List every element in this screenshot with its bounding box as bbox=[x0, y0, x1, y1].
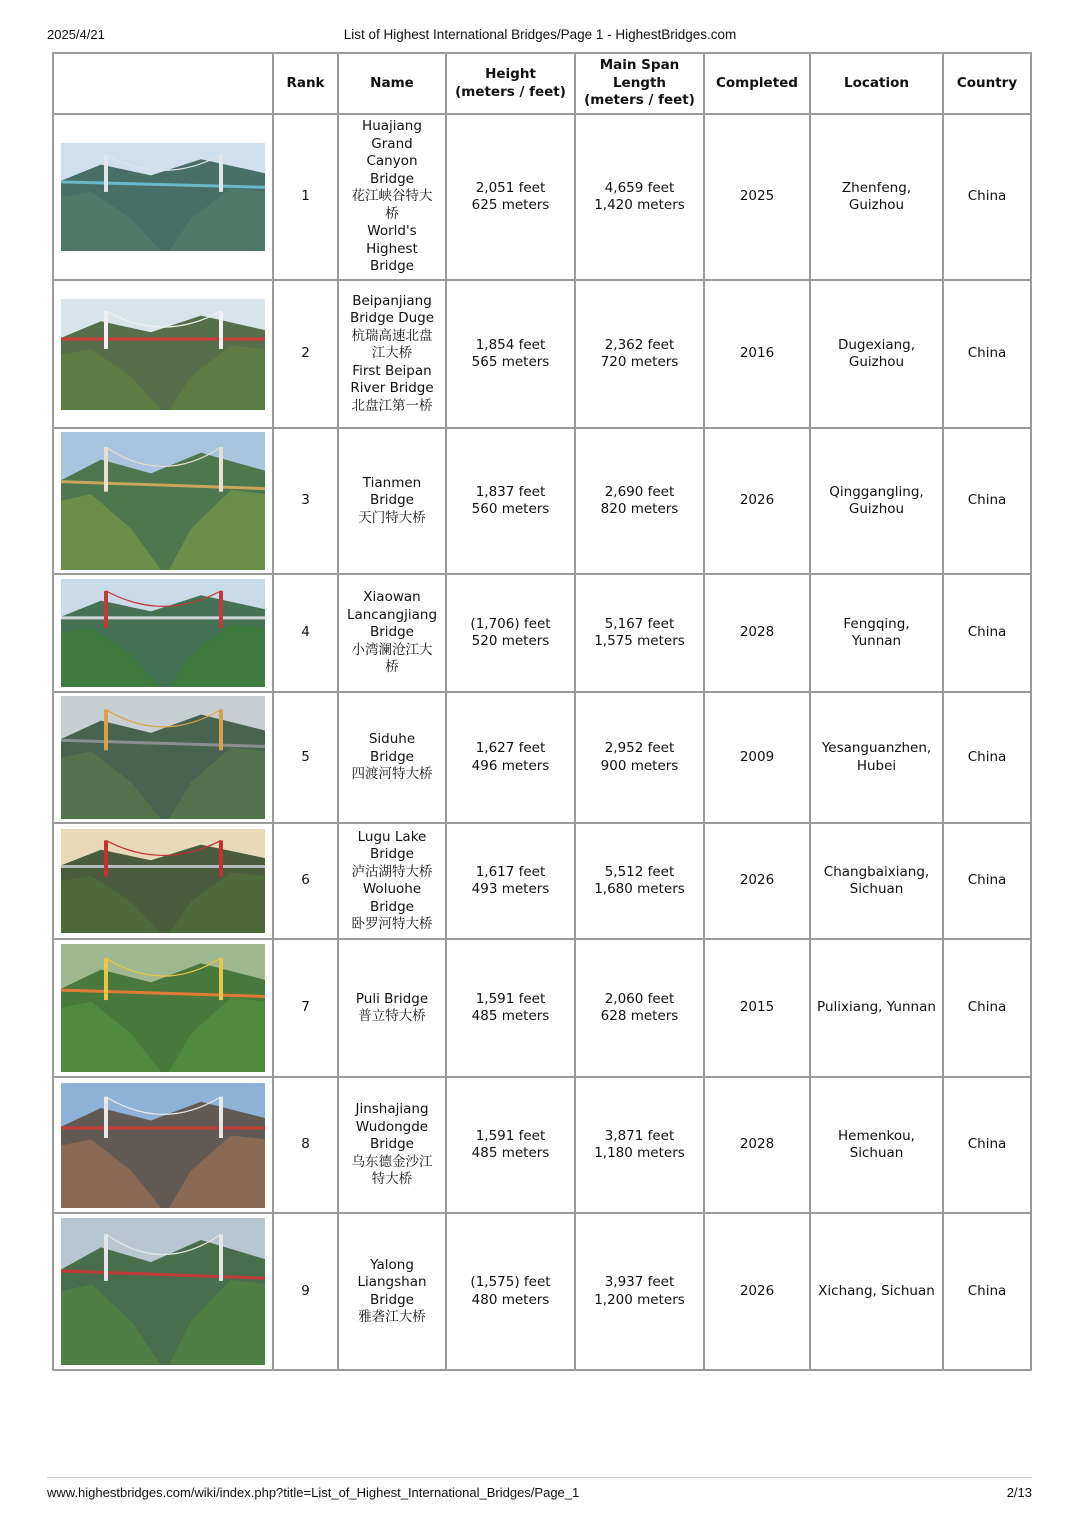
bridge-name-line: 泸沽湖特大桥 bbox=[351, 863, 433, 880]
bridge-name-cell bbox=[338, 428, 446, 574]
height-value: 480 meters bbox=[471, 1291, 550, 1308]
bridge-name-cell bbox=[338, 823, 446, 939]
country-cell: China bbox=[943, 1077, 1031, 1213]
bridge-name-line: 普立特大桥 bbox=[358, 1008, 426, 1024]
bridge-name-cell bbox=[338, 1213, 446, 1370]
bridge-name-cell bbox=[338, 574, 446, 692]
location-line: Hubei bbox=[856, 757, 897, 774]
span-cell bbox=[575, 939, 704, 1077]
completed-cell: 2009 bbox=[704, 692, 810, 823]
location-line: Hemenkou, bbox=[838, 1127, 915, 1144]
height-cell bbox=[446, 823, 575, 939]
height-value: 520 meters bbox=[471, 633, 550, 649]
location-line: Sichuan bbox=[849, 1145, 904, 1161]
header-country: Country bbox=[943, 53, 1031, 114]
country-cell: China bbox=[943, 114, 1031, 280]
height-value: 1,591 feet bbox=[475, 990, 546, 1007]
span-cell bbox=[575, 114, 704, 280]
location-line: Guizhou bbox=[848, 197, 905, 213]
table-header-row bbox=[53, 53, 1031, 114]
height-value: 2,051 feet bbox=[475, 179, 546, 196]
location-cell bbox=[810, 692, 943, 823]
bridge-photo-cell bbox=[53, 574, 273, 692]
span-value: 628 meters bbox=[600, 1008, 679, 1024]
bridge-name-line: 天门特大桥 bbox=[358, 509, 426, 526]
bridge-photo bbox=[61, 299, 265, 410]
header-completed: Completed bbox=[704, 53, 810, 114]
location-line: Qinggangling, bbox=[829, 483, 924, 500]
header-span-line: (meters / feet) bbox=[584, 92, 695, 109]
bridge-name-line: Bridge bbox=[369, 624, 414, 641]
table-body bbox=[53, 114, 1031, 1370]
table-row bbox=[53, 428, 1031, 574]
page-title: List of Highest International Bridges/Page 1 - HighestBridges.com bbox=[343, 27, 737, 42]
bridge-name-line: 乌东德金沙江 bbox=[351, 1153, 433, 1170]
bridge-photo-cell bbox=[53, 939, 273, 1077]
span-value: 2,952 feet bbox=[604, 740, 675, 756]
span-value: 5,167 feet bbox=[604, 615, 675, 632]
page-number: 2/13 bbox=[1006, 1485, 1032, 1500]
rank-cell: 8 bbox=[273, 1077, 338, 1213]
location-line: Dugexiang, bbox=[837, 336, 916, 353]
rank-cell: 4 bbox=[273, 574, 338, 692]
height-value: 565 meters bbox=[471, 354, 550, 370]
span-value: 4,659 feet bbox=[604, 179, 675, 196]
bridge-photo bbox=[61, 829, 265, 933]
header-height-line: (meters / feet) bbox=[455, 83, 566, 100]
table-row bbox=[53, 280, 1031, 428]
height-value: 1,591 feet bbox=[475, 1127, 546, 1144]
header-location: Location bbox=[810, 53, 943, 114]
span-value: 1,680 meters bbox=[594, 881, 685, 897]
location-cell bbox=[810, 939, 943, 1077]
table-row bbox=[53, 114, 1031, 280]
country-cell: China bbox=[943, 428, 1031, 574]
bridge-name-line: 北盘江第一桥 bbox=[351, 397, 433, 414]
height-value: 485 meters bbox=[471, 1145, 550, 1161]
height-value: 625 meters bbox=[471, 197, 550, 213]
bridge-photo-cell bbox=[53, 823, 273, 939]
height-value: 496 meters bbox=[471, 757, 550, 774]
bridge-name-line: Yalong bbox=[370, 1256, 414, 1273]
country-cell: China bbox=[943, 692, 1031, 823]
rank-cell: 9 bbox=[273, 1213, 338, 1370]
location-line: Changbaixiang, bbox=[823, 863, 930, 880]
bridge-name-line: Lugu Lake bbox=[357, 828, 427, 845]
country-cell: China bbox=[943, 1213, 1031, 1370]
bridge-name-line: 卧罗河特大桥 bbox=[351, 916, 433, 932]
bridge-photo-cell bbox=[53, 280, 273, 428]
footer-divider bbox=[47, 1477, 1032, 1478]
completed-cell: 2028 bbox=[704, 574, 810, 692]
bridge-name-line: 特大桥 bbox=[371, 1171, 413, 1188]
bridge-name-line: 花江峡谷特大 bbox=[351, 188, 433, 205]
country-cell: China bbox=[943, 823, 1031, 939]
height-value: 1,854 feet bbox=[475, 336, 546, 353]
bridge-name-line: 雅砻江大桥 bbox=[358, 1309, 426, 1325]
bridge-name-cell bbox=[338, 114, 446, 280]
span-value: 2,362 feet bbox=[604, 336, 675, 353]
header-span bbox=[575, 53, 704, 114]
bridge-photo bbox=[61, 1218, 265, 1365]
completed-cell: 2026 bbox=[704, 823, 810, 939]
completed-cell: 2025 bbox=[704, 114, 810, 280]
span-value: 1,420 meters bbox=[594, 197, 685, 213]
span-cell bbox=[575, 692, 704, 823]
span-value: 720 meters bbox=[600, 354, 679, 370]
bridge-name-line: Liangshan bbox=[357, 1274, 427, 1290]
bridge-name-line: First Beipan bbox=[352, 362, 432, 379]
bridge-name-cell bbox=[338, 280, 446, 428]
location-cell bbox=[810, 428, 943, 574]
location-cell bbox=[810, 574, 943, 692]
completed-cell: 2016 bbox=[704, 280, 810, 428]
rank-cell: 2 bbox=[273, 280, 338, 428]
bridge-name-line: Tianmen bbox=[362, 474, 422, 491]
bridge-name-line: Bridge bbox=[369, 1136, 414, 1153]
height-cell bbox=[446, 1213, 575, 1370]
bridge-name-line: Grand bbox=[371, 135, 413, 152]
footer-url: www.highestbridges.com/wiki/index.php?title=List_of_Highest_International_Bridges/Page_1 bbox=[47, 1485, 580, 1500]
location-line: Pulixiang, Yunnan bbox=[817, 999, 936, 1016]
span-value: 3,937 feet bbox=[604, 1274, 675, 1290]
height-cell bbox=[446, 428, 575, 574]
completed-cell: 2015 bbox=[704, 939, 810, 1077]
location-line: Guizhou bbox=[848, 501, 905, 517]
bridge-name-line: River Bridge bbox=[350, 380, 434, 397]
bridge-name-line: 桥 bbox=[385, 659, 399, 676]
height-cell bbox=[446, 574, 575, 692]
rank-cell: 3 bbox=[273, 428, 338, 574]
location-line: Yesanguanzhen, bbox=[821, 740, 932, 756]
location-cell bbox=[810, 114, 943, 280]
location-line: Yunnan bbox=[851, 633, 902, 649]
bridge-name-line: Bridge bbox=[369, 1291, 414, 1308]
height-value: 560 meters bbox=[471, 501, 550, 517]
bridge-name-line: Bridge Duge bbox=[349, 310, 435, 327]
span-value: 1,180 meters bbox=[594, 1145, 685, 1161]
location-line: Xichang, Sichuan bbox=[818, 1282, 935, 1299]
bridge-name-line: Huajiang bbox=[362, 118, 422, 135]
completed-cell: 2026 bbox=[704, 428, 810, 574]
bridge-name-line: Bridge bbox=[369, 748, 414, 765]
bridge-name-line: 桥 bbox=[385, 205, 399, 222]
bridge-name-line: Puli Bridge bbox=[355, 990, 429, 1007]
span-value: 5,512 feet bbox=[604, 863, 675, 880]
span-cell bbox=[575, 1213, 704, 1370]
location-cell bbox=[810, 1077, 943, 1213]
header-rank: Rank bbox=[273, 53, 338, 114]
rank-cell: 6 bbox=[273, 823, 338, 939]
bridge-name-line: Xiaowan bbox=[363, 589, 421, 606]
span-cell bbox=[575, 428, 704, 574]
bridge-photo bbox=[61, 696, 265, 819]
rank-cell: 5 bbox=[273, 692, 338, 823]
table-row bbox=[53, 692, 1031, 823]
bridge-name-line: 小湾澜沧江大 bbox=[351, 641, 433, 658]
header-span-line: Length bbox=[612, 74, 667, 91]
height-value: 1,617 feet bbox=[475, 863, 546, 880]
rank-cell: 7 bbox=[273, 939, 338, 1077]
table-row bbox=[53, 939, 1031, 1077]
span-value: 2,060 feet bbox=[604, 990, 675, 1007]
header-height-line: Height bbox=[485, 66, 536, 82]
table-row bbox=[53, 823, 1031, 939]
bridge-photo-cell bbox=[53, 1077, 273, 1213]
bridge-name-line: Bridge bbox=[369, 846, 414, 862]
bridge-name-line: Bridge bbox=[369, 170, 414, 187]
height-value: 1,837 feet bbox=[475, 483, 546, 500]
height-cell bbox=[446, 692, 575, 823]
bridge-name-line: Wudongde bbox=[355, 1118, 429, 1135]
span-value: 1,575 meters bbox=[594, 633, 685, 649]
bridge-name-line: Bridge bbox=[369, 492, 414, 509]
bridge-name-line: Canyon bbox=[366, 153, 418, 170]
bridge-photo-cell bbox=[53, 1213, 273, 1370]
location-line: Zhenfeng, bbox=[841, 179, 912, 196]
bridge-photo bbox=[61, 1083, 265, 1208]
location-line: Fengqing, bbox=[843, 615, 910, 632]
bridge-name-line: Jinshajiang bbox=[355, 1101, 429, 1118]
print-date: 2025/4/21 bbox=[47, 27, 105, 42]
location-cell bbox=[810, 823, 943, 939]
bridge-photo bbox=[61, 579, 265, 687]
height-cell bbox=[446, 939, 575, 1077]
height-cell bbox=[446, 280, 575, 428]
bridge-photo-cell bbox=[53, 114, 273, 280]
height-cell bbox=[446, 114, 575, 280]
bridge-name-line: Highest bbox=[366, 240, 418, 257]
bridge-name-line: 四渡河特大桥 bbox=[351, 766, 433, 783]
header-name: Name bbox=[338, 53, 446, 114]
span-value: 3,871 feet bbox=[604, 1127, 675, 1144]
table-row bbox=[53, 1213, 1031, 1370]
height-value: (1,575) feet bbox=[470, 1274, 551, 1290]
bridge-photo bbox=[61, 143, 265, 251]
location-line: Sichuan bbox=[849, 881, 904, 897]
bridge-photo-cell bbox=[53, 428, 273, 574]
bridges-table bbox=[52, 52, 1032, 1371]
bridge-photo bbox=[61, 944, 265, 1072]
height-value: 485 meters bbox=[471, 1008, 550, 1024]
height-value: 1,627 feet bbox=[475, 740, 546, 756]
location-line: Guizhou bbox=[848, 354, 905, 370]
table-row bbox=[53, 574, 1031, 692]
country-cell: China bbox=[943, 574, 1031, 692]
bridge-photo bbox=[61, 432, 265, 570]
header-image bbox=[53, 53, 273, 114]
span-cell bbox=[575, 1077, 704, 1213]
location-cell bbox=[810, 280, 943, 428]
bridge-photo-cell bbox=[53, 692, 273, 823]
bridge-name-line: Bridge bbox=[369, 898, 414, 915]
bridge-name-line: World's bbox=[367, 223, 417, 240]
span-value: 900 meters bbox=[600, 757, 679, 774]
bridge-name-cell bbox=[338, 692, 446, 823]
span-cell bbox=[575, 823, 704, 939]
bridge-name-line: Lancangjiang bbox=[346, 606, 438, 623]
span-value: 2,690 feet bbox=[604, 483, 675, 500]
completed-cell: 2026 bbox=[704, 1213, 810, 1370]
header-span-line: Main Span bbox=[599, 57, 680, 74]
bridge-name-line: Beipanjiang bbox=[352, 292, 432, 309]
country-cell: China bbox=[943, 280, 1031, 428]
completed-cell: 2028 bbox=[704, 1077, 810, 1213]
table-row bbox=[53, 1077, 1031, 1213]
span-cell bbox=[575, 280, 704, 428]
bridge-name-line: 杭瑞高速北盘 bbox=[351, 327, 433, 344]
height-value: (1,706) feet bbox=[470, 615, 551, 632]
location-cell bbox=[810, 1213, 943, 1370]
span-value: 820 meters bbox=[600, 501, 679, 517]
bridge-name-line: Bridge bbox=[369, 258, 414, 275]
bridge-name-line: 江大桥 bbox=[371, 345, 413, 362]
height-value: 493 meters bbox=[471, 881, 550, 897]
span-value: 1,200 meters bbox=[594, 1291, 685, 1308]
header-height bbox=[446, 53, 575, 114]
height-cell bbox=[446, 1077, 575, 1213]
span-cell bbox=[575, 574, 704, 692]
bridge-name-cell bbox=[338, 939, 446, 1077]
bridge-name-line: Siduhe bbox=[368, 731, 416, 748]
country-cell: China bbox=[943, 939, 1031, 1077]
bridge-name-line: Woluohe bbox=[362, 881, 422, 897]
rank-cell: 1 bbox=[273, 114, 338, 280]
bridge-name-cell bbox=[338, 1077, 446, 1213]
